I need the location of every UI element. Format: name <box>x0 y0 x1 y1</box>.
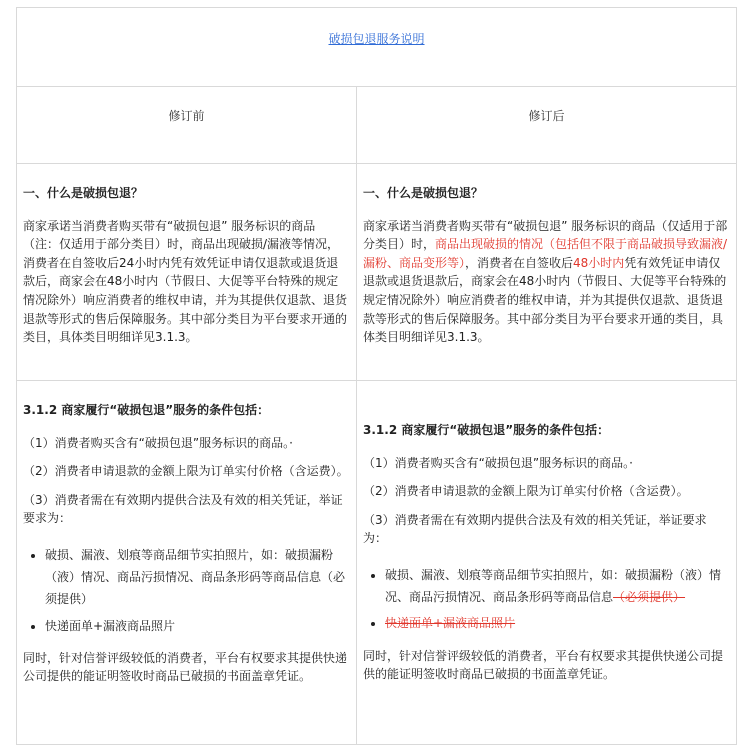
tail-note-before: 同时，针对信誉评级较低的消费者，平台有权要求其提供快递公司提供的能证明签收时商品已破损的书面盖章凭证。 <box>23 650 348 684</box>
evidence-item-waybill-after <box>385 612 730 634</box>
evidence-item-photos-before: • 破损、漏液、划痕等商品细节实拍照片，如：破损漏粉（液）情况、商品污损情况、商品条形码等商品信息（必须提供） <box>45 544 350 611</box>
header-before <box>17 87 357 164</box>
condition1-before: （1）消费者购买含有“破损包退”服务标识的商品。· <box>23 435 293 450</box>
header-before-label: 修订前 <box>168 109 205 123</box>
section2-heading-after: 3.1.2 商家履行“破损包退”服务的条件包括： <box>363 423 610 437</box>
header-after-label: 修订后 <box>528 109 565 123</box>
evidence-list-before <box>23 544 350 637</box>
comparison-table <box>16 7 737 745</box>
evidence-photos-struck-text: （必须提供） <box>613 590 686 605</box>
evidence-list-after <box>363 564 730 635</box>
evidence-item-photos-after <box>385 564 730 608</box>
condition1-after: （1）消费者购买含有“破损包退”服务标识的商品。· <box>363 455 633 470</box>
section1-after-part1: 商家承诺当消费者购买带有“破损包退” 服务标识的商品（仅适用于部分类目）时， <box>363 218 728 252</box>
condition3-before: （3）消费者需在有效期内提供合法及有效的相关凭证，举证要求为： <box>23 492 343 526</box>
section1-after-part2: ，消费者在自签收后 <box>465 255 574 270</box>
section1-heading-after: 一、什么是破损包退？ <box>363 186 484 200</box>
section1-after-part3: 凭有效凭证申请仅退款或退货退款后，商家会在48小时内（节假日、大促等平台特殊的规定情况除外）响应消费者的维权申请，并为其提供仅退款、退货退款等形式的售后保障服务。其中部分类目为平台要求开通的类目，具体类目明细详见3.1.3。 <box>363 255 727 345</box>
title-cell <box>17 8 737 87</box>
section2-heading-before: 3.1.2 商家履行“破损包退”服务的条件包括： <box>23 403 270 417</box>
section1-after-revised-damage: 商品出现破损的情况（包括但不限于商品破损导致漏液/漏粉、商品变形等） <box>363 237 728 270</box>
section1-text-after <box>363 217 730 347</box>
header-after <box>357 87 737 164</box>
section1-after-revised-time: 48小时内 <box>573 255 625 270</box>
page-title-link[interactable]: 破损包退服务说明 <box>328 32 425 46</box>
evidence-item-waybill-before: • 快递面单+漏液商品照片 <box>45 615 350 637</box>
section1-text-before: 商家承诺当消费者购买带有“破损包退” 服务标识的商品（注：仅适用于部分类目）时，商品出现破损/漏液等情况，消费者在自签收后24小时内凭有效凭证申请仅退款或退货退款后，商家会在48小时内（节假日、大促等平台特殊的规定情况除外）响应消费者的维权申请，并为其提供仅退款、退货退款等形式的售后保障服务。其中部分类目为平台要求开通的类目，具体类目明细详见3.1.3。 <box>23 218 348 345</box>
section1-heading-before: 一、什么是破损包退？ <box>23 186 144 200</box>
section1-after <box>357 164 737 381</box>
section1-before <box>17 164 357 381</box>
condition2-before: （2）消费者申请退款的金额上限为订单实付价格（含运费）。 <box>23 464 349 479</box>
condition3-after: （3）消费者需在有效期内提供合法及有效的相关凭证，举证要求为： <box>363 512 707 546</box>
tail-note-after: 同时，针对信誉评级较低的消费者，平台有权要求其提供快递公司提供的能证明签收时商品已破损的书面盖章凭证。 <box>363 648 724 682</box>
section2-before <box>17 381 357 745</box>
evidence-photos-text-after: 破损、漏液、划痕等商品细节实拍照片，如：破损漏粉（液）情况、商品污损情况、商品条形码等商品信息 <box>385 567 722 605</box>
section2-after <box>357 381 737 745</box>
evidence-waybill-struck-text: 快递面单+漏液商品照片 <box>385 616 516 631</box>
condition2-after: （2）消费者申请退款的金额上限为订单实付价格（含运费）。 <box>363 484 689 499</box>
